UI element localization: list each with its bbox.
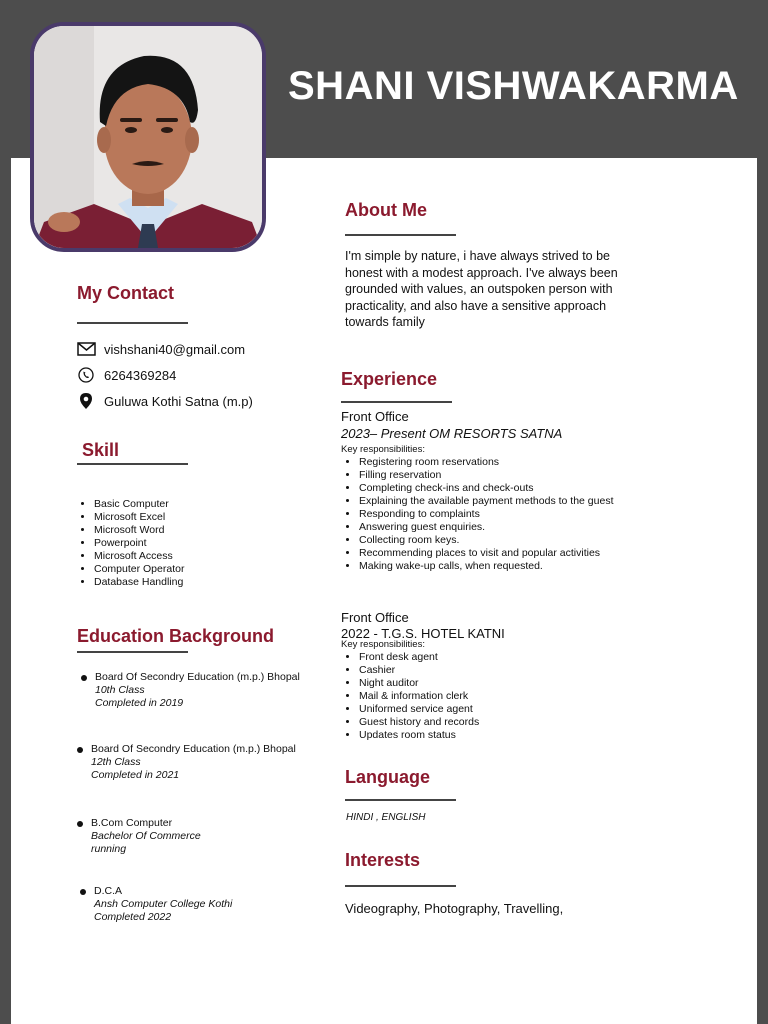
responsibility-item: • Completing check-ins and check-outs (359, 482, 641, 495)
education-item (94, 885, 232, 924)
job-period: 2023– Present OM RESORTS SATNA (341, 426, 563, 441)
interests-divider (345, 885, 456, 887)
responsibility-item: • Recommending places to visit and popular activities (359, 547, 641, 560)
profile-photo (30, 22, 266, 252)
job-role: Front Office (341, 409, 409, 424)
education-title: D.C.A (94, 885, 123, 897)
interests-text: Videography, Photography, Travelling, (345, 901, 564, 916)
contact-email-row (76, 340, 245, 358)
responsibility-item: • Night auditor (359, 677, 641, 690)
responsibility-item: • Registering room reservations (359, 456, 641, 469)
responsibility-item: • Front desk agent (359, 651, 641, 664)
responsibility-item: • Uniformed service agent (359, 703, 641, 716)
interests-section-title: Interests (345, 850, 421, 870)
responsibility-item: • Cashier (359, 664, 641, 677)
bullet-dot (80, 889, 86, 895)
about-text: I'm simple by nature, i have always strived to be honest with a modest approach. I've always been grounded with values, an outspoken person with practicality, and also have a sensitive approach towards family (345, 249, 618, 329)
skill-divider (77, 463, 188, 465)
education-status: Completed 2022 (94, 911, 172, 923)
contact-address: Guluwa Kothi Satna (m.p) (104, 393, 253, 409)
education-status: Completed in 2019 (95, 697, 184, 709)
responsibility-item: • Explaining the available payment methods to the guest (359, 495, 641, 508)
contact-section-title: My Contact (77, 283, 175, 303)
skill-item: • Microsoft Word (94, 524, 184, 537)
responsibility-item: • Collecting room keys. (359, 534, 641, 547)
responsibilities-list (341, 651, 641, 742)
responsibility-item: • Filling reservation (359, 469, 641, 482)
responsibilities-label: Key responsibilities: (341, 639, 425, 650)
skill-section-title: Skill (82, 440, 120, 460)
skill-item: • Microsoft Access (94, 550, 184, 563)
education-title: B.Com Computer (91, 817, 173, 829)
phone-icon (76, 366, 96, 384)
candidate-name: SHANI VISHWAKARMA (288, 64, 739, 108)
skill-item: • Microsoft Excel (94, 511, 184, 524)
about-section-title: About Me (345, 200, 427, 220)
language-list: HINDI , ENGLISH (346, 812, 426, 823)
education-title: Board Of Secondry Education (m.p.) Bhopal (95, 671, 300, 683)
bullet-dot (77, 821, 83, 827)
bullet-dot (81, 675, 87, 681)
contact-phone[interactable]: 6264369284 (104, 367, 177, 383)
location-pin-icon (76, 392, 96, 410)
responsibility-item: • Guest history and records (359, 716, 641, 729)
education-item (91, 743, 296, 782)
responsibility-item: • Responding to complaints (359, 508, 641, 521)
responsibility-item: • Answering guest enquiries. (359, 521, 641, 534)
language-divider (345, 799, 456, 801)
contact-email[interactable]: vishshani40@gmail.com (104, 341, 246, 357)
skill-item: • Database Handling (94, 576, 184, 589)
education-detail: 12th Class (91, 756, 141, 768)
responsibility-item: • Making wake-up calls, when requested. (359, 560, 641, 573)
education-status: running (91, 843, 127, 855)
skill-item: • Basic Computer (94, 498, 184, 511)
about-divider (345, 234, 456, 236)
bullet-dot (77, 747, 83, 753)
responsibility-item: • Mail & information clerk (359, 690, 641, 703)
responsibilities-list (341, 456, 641, 573)
education-divider (77, 651, 188, 653)
responsibilities-label: Key responsibilities: (341, 444, 425, 455)
education-detail: Ansh Computer College Kothi (94, 898, 233, 910)
education-section-title: Education Background (77, 626, 275, 646)
portrait-illustration (34, 26, 262, 248)
contact-divider (77, 322, 188, 324)
language-section-title: Language (345, 767, 431, 787)
education-detail: 10th Class (95, 684, 145, 696)
experience-divider (341, 401, 452, 403)
contact-phone-row (76, 366, 176, 384)
education-detail: Bachelor Of Commerce (91, 830, 201, 842)
skill-item: • Computer Operator (94, 563, 184, 576)
experience-section-title: Experience (341, 369, 438, 389)
experience-entry (341, 408, 641, 573)
job-role: Front Office (341, 610, 409, 625)
skill-item: • Powerpoint (94, 537, 184, 550)
education-item (91, 817, 201, 856)
education-item (95, 671, 300, 710)
education-title: Board Of Secondry Education (m.p.) Bhopal (91, 743, 296, 755)
responsibility-item: • Updates room status (359, 729, 641, 742)
mail-icon (76, 340, 96, 358)
education-status: Completed in 2021 (91, 769, 180, 781)
skill-list (76, 498, 184, 589)
contact-address-row (76, 392, 253, 410)
experience-entry (341, 609, 641, 742)
job-period: 2022 - T.G.S. HOTEL KATNI (341, 626, 505, 641)
